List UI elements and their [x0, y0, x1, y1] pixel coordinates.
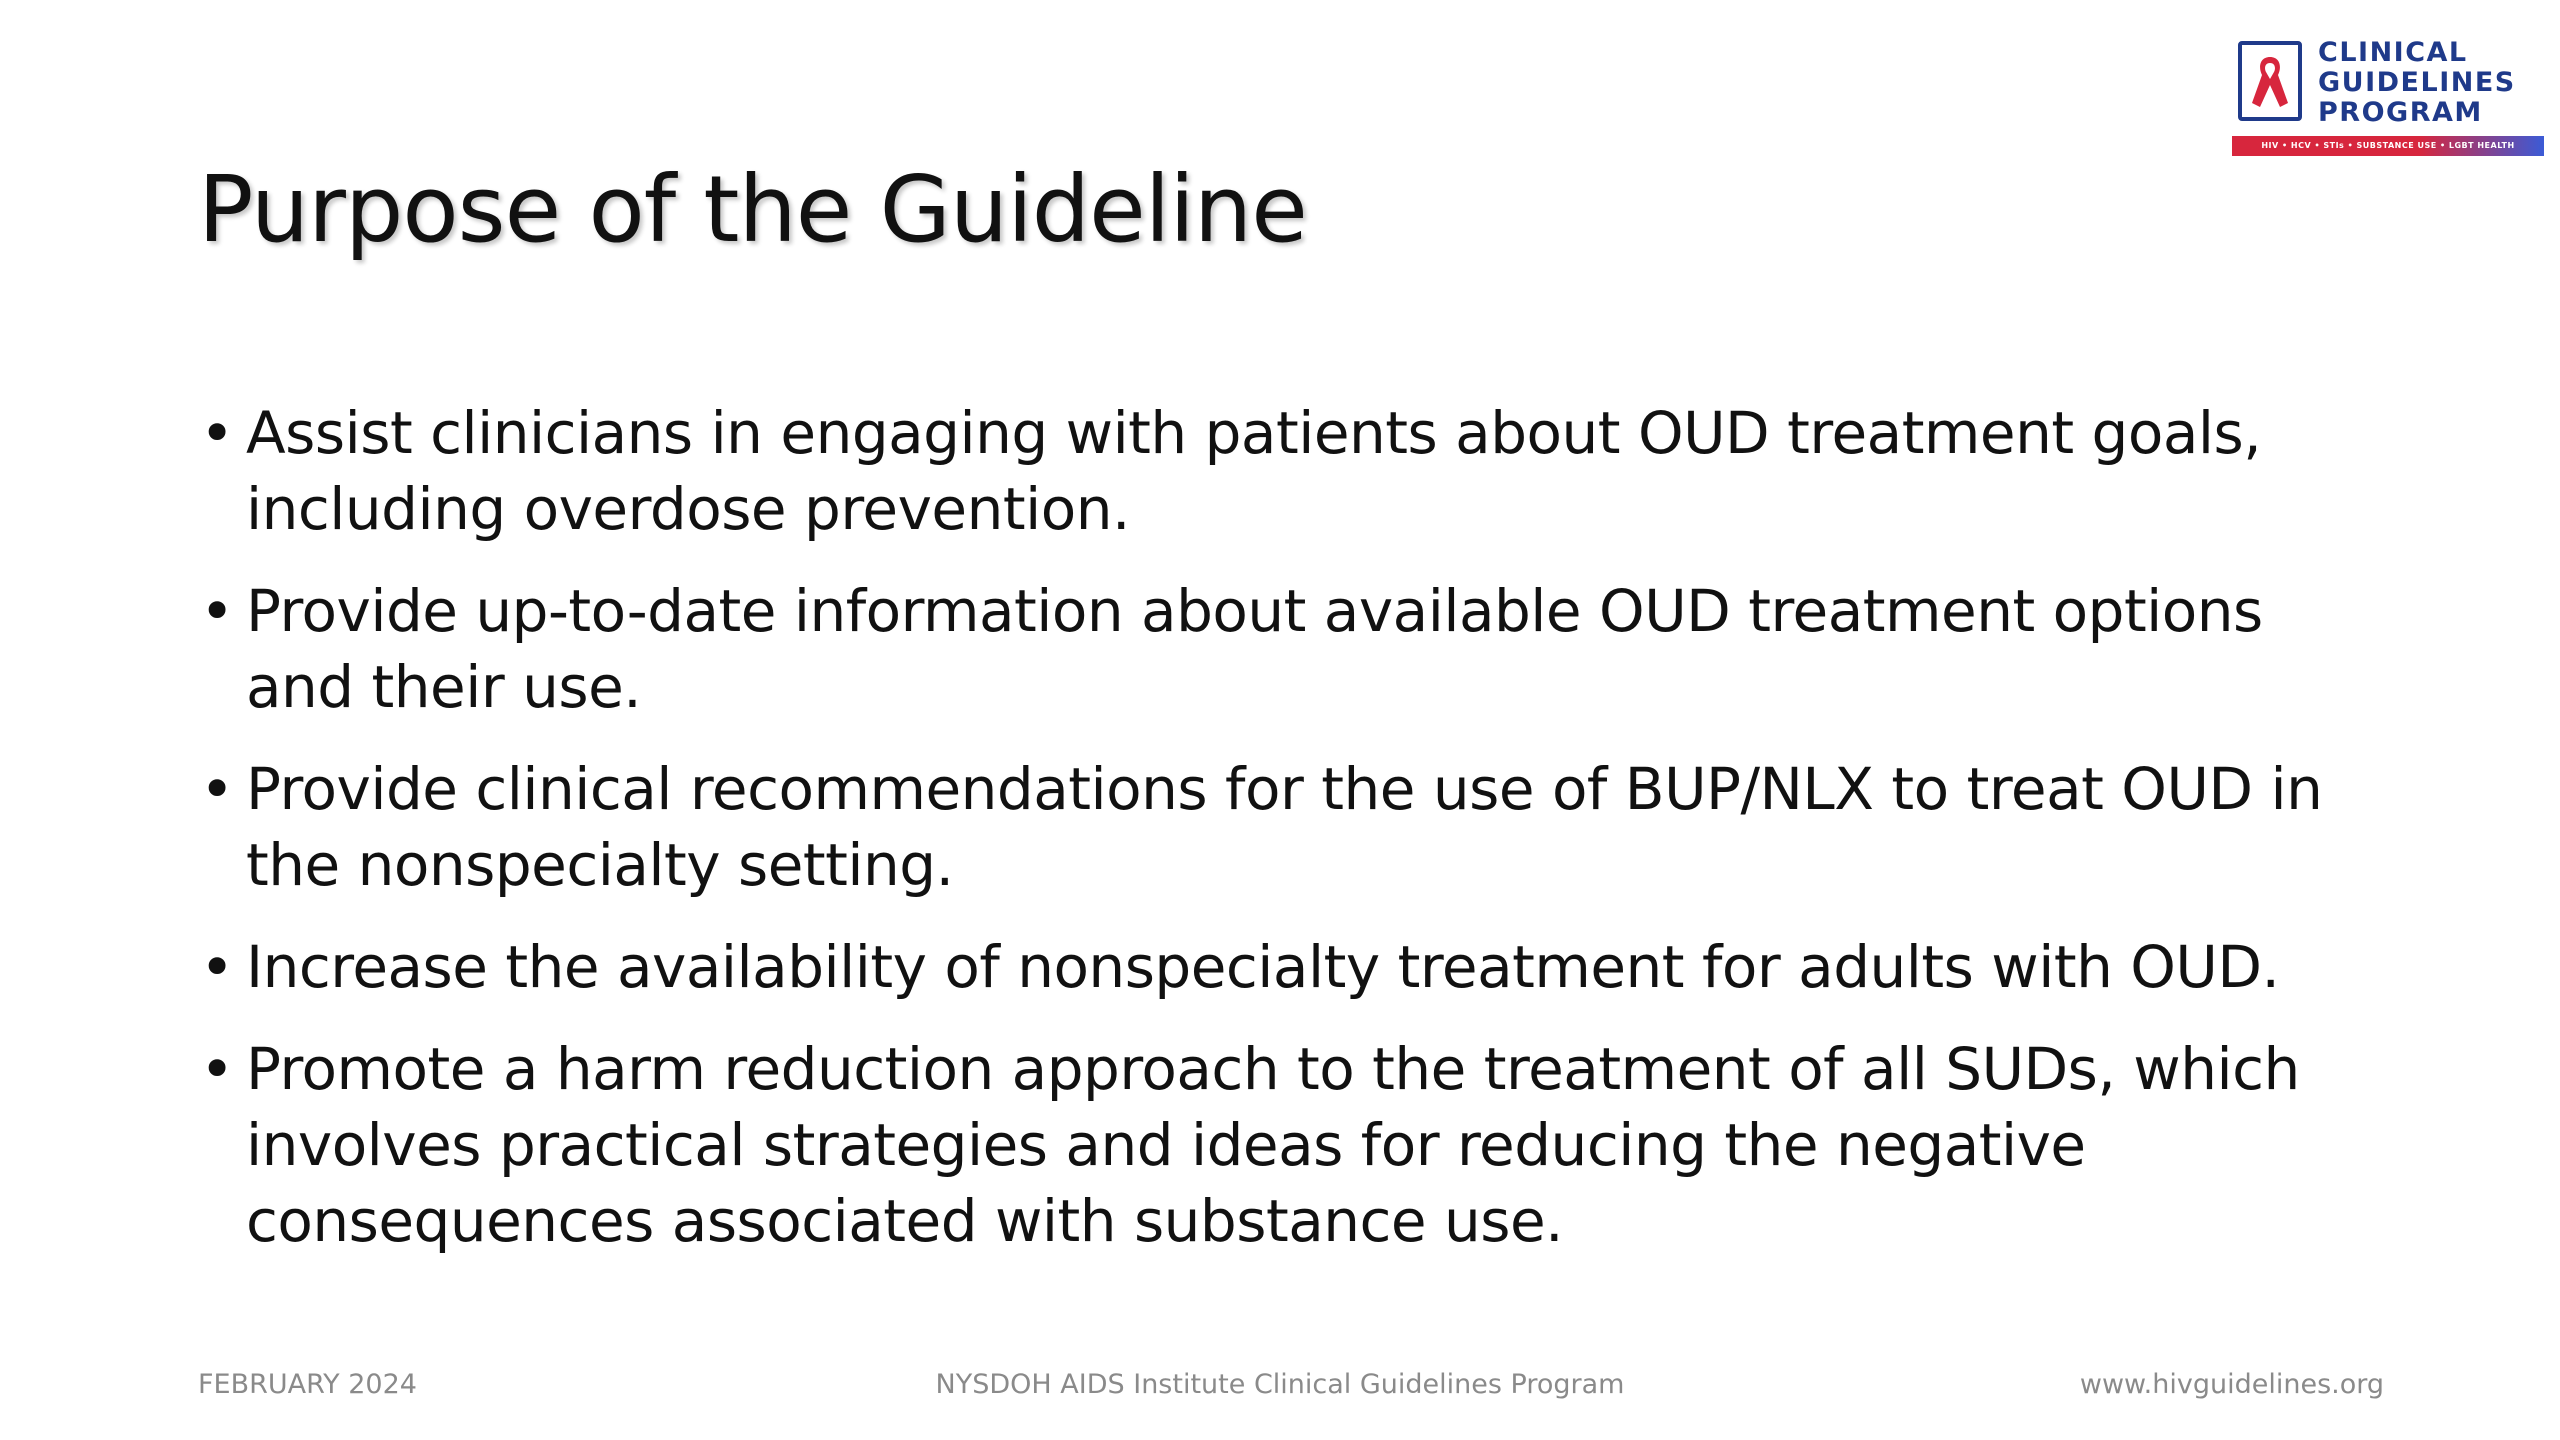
bullet-item: [198, 751, 2348, 903]
logo-text: [2318, 38, 2516, 128]
logo-tagline-bar: HIV • HCV • STIs • SUBSTANCE USE • LGBT HEALTH: [2232, 136, 2544, 156]
logo-line-guidelines: GUIDELINES: [2318, 67, 2516, 98]
bullet-dot: •: [200, 755, 234, 823]
footer-url: www.hivguidelines.org: [2079, 1369, 2384, 1400]
footer-program: NYSDOH AIDS Institute Clinical Guidelines Program: [935, 1369, 1625, 1400]
red-ribbon-icon: [2248, 53, 2292, 111]
bullet-dot: •: [200, 933, 234, 1001]
bullet-text: Promote a harm reduction approach to the treatment of all SUDs, which involves practical strategies and ideas for reducing the negative consequences associated with substance use.: [246, 1035, 2300, 1255]
bullet-text: Provide clinical recommendations for the use of BUP/NLX to treat OUD in the nonspecialty setting.: [246, 755, 2323, 899]
bullet-dot: •: [200, 399, 234, 467]
bullet-dot: •: [200, 1035, 234, 1103]
bullet-item: [198, 395, 2348, 547]
bullet-text: Increase the availability of nonspecialty treatment for adults with OUD.: [246, 933, 2280, 1001]
slide-title: Purpose of the Guideline: [198, 156, 1307, 263]
bullet-text: Provide up-to-date information about available OUD treatment options and their use.: [246, 577, 2263, 721]
bullet-item: [198, 573, 2348, 725]
logo-line-program: PROGRAM: [2318, 97, 2483, 128]
clinical-guidelines-program-logo: [2232, 36, 2544, 160]
footer-date: FEBRUARY 2024: [198, 1369, 417, 1400]
bullet-list: [198, 395, 2348, 1285]
logo-line-clinical: CLINICAL: [2318, 37, 2468, 68]
logo-mark: [2238, 41, 2302, 121]
bullet-dot: •: [200, 577, 234, 645]
bullet-text: Assist clinicians in engaging with patients about OUD treatment goals, including overdose prevention.: [246, 399, 2262, 543]
bullet-item: [198, 929, 2348, 1005]
bullet-item: [198, 1031, 2348, 1259]
